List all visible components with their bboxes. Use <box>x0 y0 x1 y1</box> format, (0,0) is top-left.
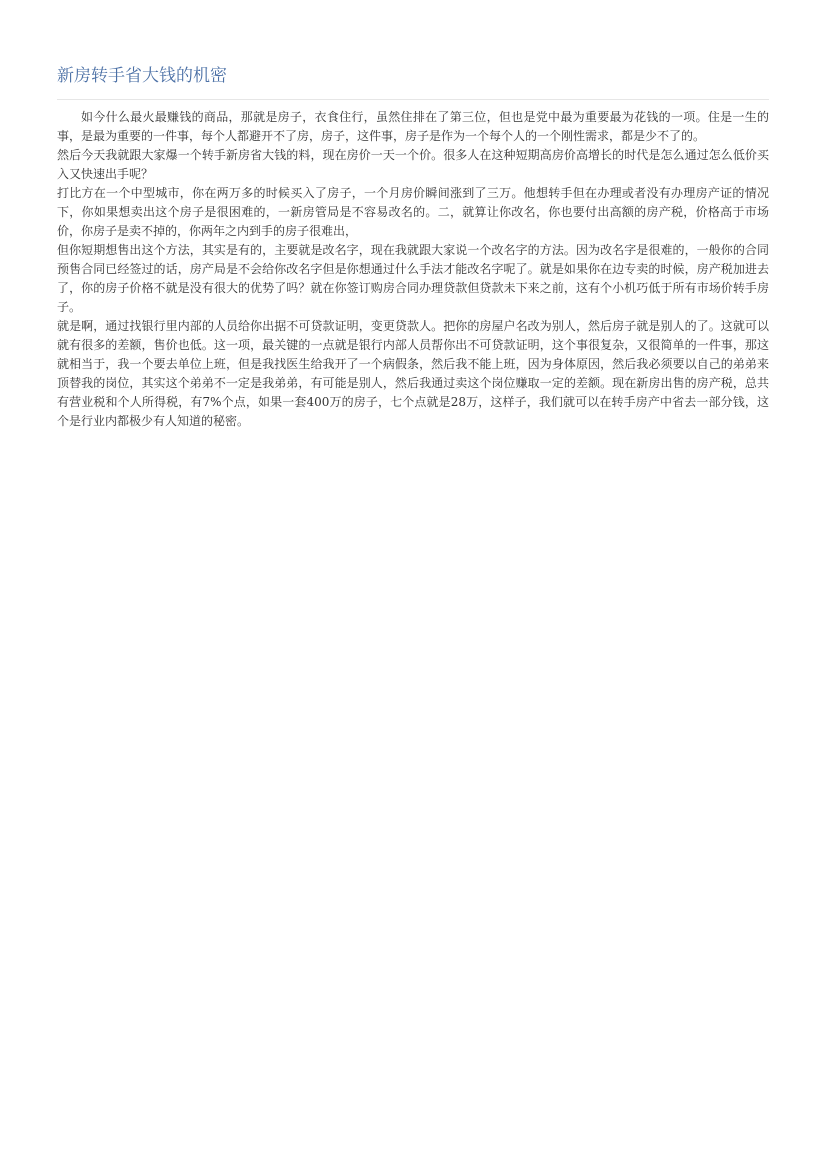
paragraph: 如今什么最火最赚钱的商品，那就是房子，衣食住行，虽然住排在了第三位，但也是党中最为重要最为花钱的一项。住是一生的事，是最为重要的一件事，每个人都避开不了房，房子，这件事，房子是作为一个每个人的一个刚性需求，都是少不了的。 <box>57 110 769 143</box>
paragraph: 就是啊，通过找银行里内部的人员给你出据不可贷款证明，变更贷款人。把你的房屋户名改为别人，然后房子就是别人的了。这就可以就有很多的差额，售价也低。这一项，最关键的一点就是银行内部人员帮你出不可贷款证明，这个事很复杂，又很简单的一件事，那这就相当于，我一个要去单位上班，但是我找医生给我开了一个病假条，然后我不能上班，因为身体原因，然后我必须要以自己的弟弟来顶替我的岗位，其实这个弟弟不一定是我弟弟，有可能是别人，然后我通过卖这个岗位赚取一定的差额。现在新房出售的房产税，总共有营业税和个人所得税，有7%个点，如果一套400万的房子，七个点就是28万，这样子，我们就可以在转手房产中省去一部分钱，这个是行业内都极少有人知道的秘密。 <box>57 319 769 428</box>
paragraph: 但你短期想售出这个方法，其实是有的，主要就是改名字，现在我就跟大家说一个改名字的方法。因为改名字是很难的，一般你的合同预售合同已经签过的话，房产局是不会给你改名字但是你想通过什么手法才能改名字呢了。就是如果你在边专卖的时候，房产税加进去了，你的房子价格不就是没有很大的优势了吗？就在你签订购房合同办理贷款但贷款未下来之前，这有个小机巧低于所有市场价转手房子。 <box>57 243 769 314</box>
title-divider <box>57 99 769 100</box>
document-body <box>57 108 769 431</box>
paragraph: 打比方在一个中型城市，你在两万多的时候买入了房子，一个月房价瞬间涨到了三万。他想转手但在办理或者没有办理房产证的情况下，你如果想卖出这个房子是很困难的，一新房管局是不容易改名的。二，就算让你改名，你也要付出高额的房产税，价格高于市场价，你房子是卖不掉的，你两年之内到手的房子很难出， <box>57 186 769 238</box>
paragraph: 然后今天我就跟大家爆一个转手新房省大钱的料，现在房价一天一个价。很多人在这种短期高房价高增长的时代是怎么通过怎么低价买入又快速出手呢？ <box>57 148 769 181</box>
document-title: 新房转手省大钱的机密 <box>57 66 227 86</box>
document-page <box>57 0 769 431</box>
